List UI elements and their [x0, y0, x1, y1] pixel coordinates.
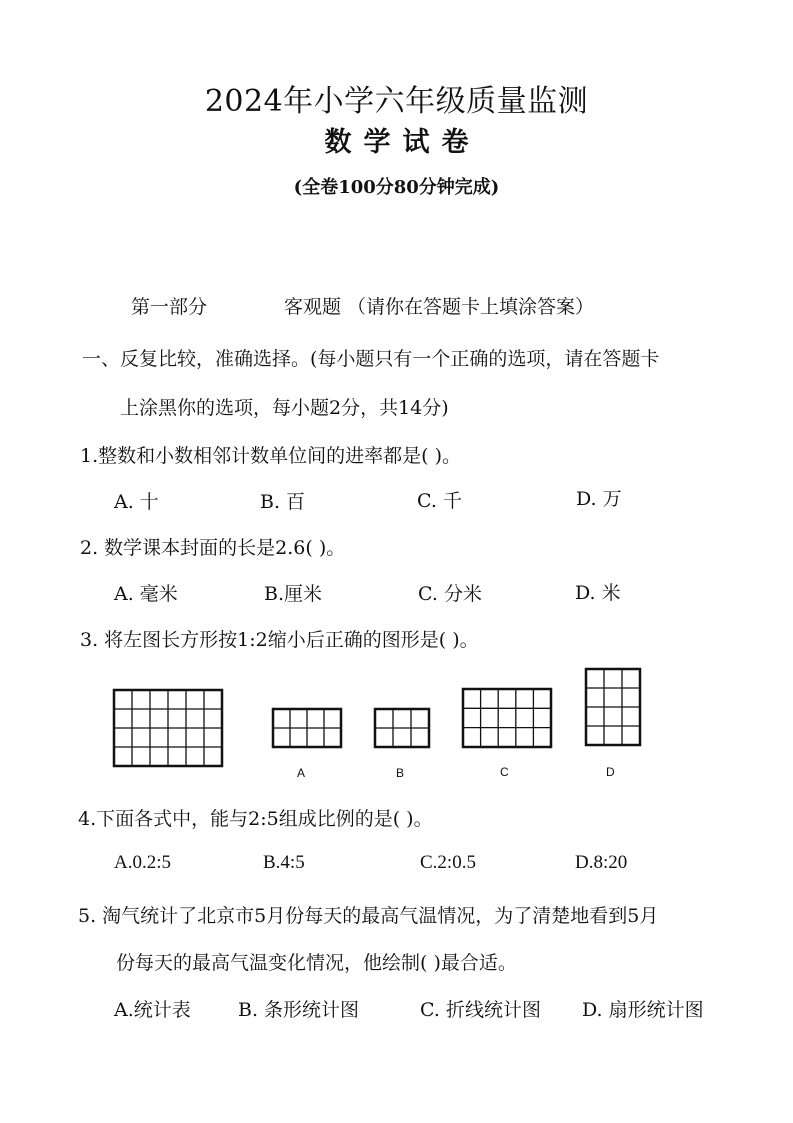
question-4-option-b: B.4:5 [263, 852, 305, 873]
question-2-option-c: C. 分米 [418, 583, 482, 605]
question-4-option-d: D.8:20 [575, 852, 628, 873]
question-1-option-a: A. 十 [114, 491, 159, 513]
figure-label-b: B [396, 766, 405, 780]
question-5-stem-line2: 份每天的最高气温变化情况，他绘制( )最合适。 [116, 952, 517, 974]
option-b-rectangle-figure [375, 709, 429, 747]
exam-subtitle: 数学试卷 [324, 127, 481, 158]
question-4-stem: 4.下面各式中，能与2:5组成比例的是( )。 [78, 808, 433, 830]
question-5-option-b: B. 条形统计图 [238, 999, 360, 1021]
original-rectangle-figure [114, 690, 222, 766]
exam-title: 2024年小学六年级质量监测 [204, 84, 589, 119]
question-4-option-c: C.2:0.5 [420, 852, 476, 873]
question-1-option-d: D. 万 [576, 488, 622, 510]
question-5-stem-line1: 5. 淘气统计了北京市5月份每天的最高气温情况，为了清楚地看到5月 [78, 905, 659, 927]
question-4-option-a: A.0.2:5 [114, 852, 171, 873]
question-2-option-a: A. 毫米 [114, 583, 178, 605]
question-1-option-b: B. 百 [260, 491, 306, 513]
option-d-rectangle-figure [586, 669, 640, 745]
question-5-option-a: A.统计表 [114, 999, 191, 1021]
figure-label-c: C [500, 765, 509, 779]
figure-label-d: D [606, 765, 615, 779]
question-5-option-d: D. 扇形统计图 [582, 999, 704, 1021]
part-label: 第一部分 [131, 296, 208, 318]
option-c-rectangle-figure [463, 689, 551, 747]
question-1-stem: 1.整数和小数相邻计数单位间的进率都是( )。 [80, 445, 461, 467]
exam-note: (全卷100分80分钟完成) [293, 177, 500, 198]
part-title: 客观题 （请你在答题卡上填涂答案） [284, 296, 595, 318]
question-1-option-c: C. 千 [417, 490, 462, 512]
section-heading: 一、反复比较，准确选择。(每小题只有一个正确的选项，请在答题卡 [82, 348, 660, 370]
question-3-stem: 3. 将左图长方形按1:2缩小后正确的图形是( )。 [80, 629, 479, 651]
question-2-option-b: B.厘米 [264, 583, 323, 605]
figure-label-a: A [297, 766, 306, 780]
question-5-option-c: C. 折线统计图 [420, 999, 541, 1021]
option-a-rectangle-figure [273, 709, 341, 747]
question-2-stem: 2. 数学课本封面的长是2.6( )。 [80, 537, 346, 559]
section-heading-cont: 上涂黑你的选项，每小题2分，共14分) [120, 397, 449, 419]
question-2-option-d: D. 米 [575, 582, 621, 604]
